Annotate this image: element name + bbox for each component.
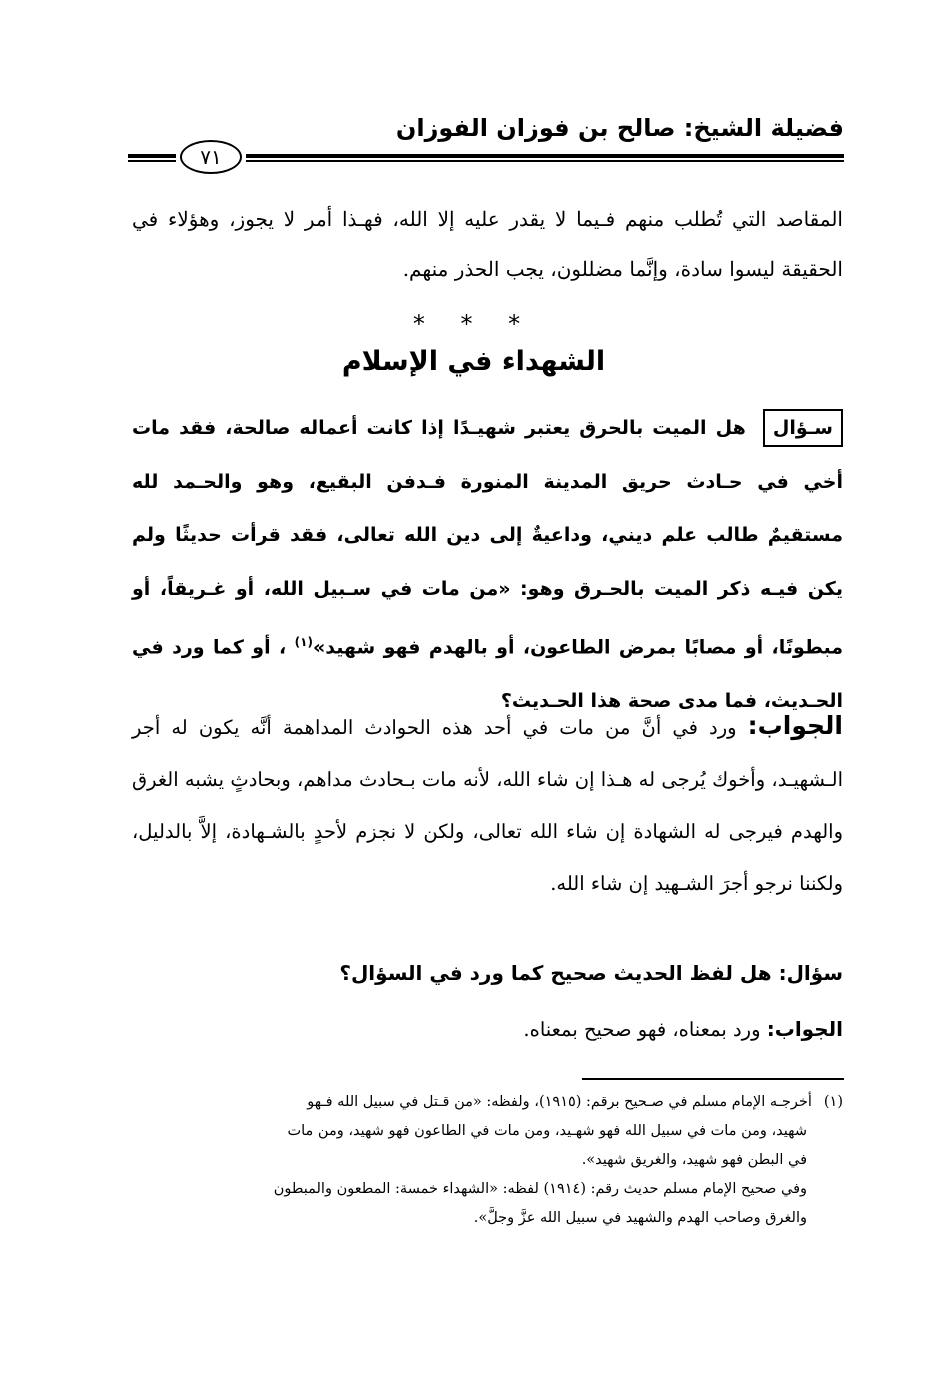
short-answer-text: ورد بمعناه، فهو صحيح بمعناه. (523, 1018, 761, 1041)
question-paragraph (132, 402, 843, 728)
question-text-end: ، أو كما ورد في الحـديث، فما مدى صحة هذا الحـديث؟ (132, 636, 843, 712)
section-separator: * * * (412, 310, 535, 338)
header-rule-right (246, 154, 844, 163)
page-number: ٧١ (180, 140, 242, 174)
footnote-text: أخرجـه الإمام مسلم في صـحيح برقم: (١٩١٥)، ولفظه: «من قـتل في سبيل الله فـهو (307, 1094, 812, 1110)
footnote-reference: (١) (294, 635, 313, 649)
short-answer (523, 1017, 843, 1041)
footnote-line: في البطن فهو شهيد، والغريق شهيد». (581, 1152, 807, 1168)
footnote-line (132, 1088, 843, 1117)
footnote-line: والغرق وصاحب الهدم والشهيد في سبيل الله عزَّ وجلَّ». (473, 1210, 807, 1226)
question-text: هل الميت بالحرق يعتبر شهيـدًا إذا كانت أعماله صالحة، فقد مات أخي في حـادث حريق المدينة المنورة فـدفن البقيع، وهو والحـمد لله مستقيمٌ طالب علم ديني، وداعيةٌ إلى دين الله تعالى، فقد قرأت حديثًا ولم يكن فيـه ذكر الميت بالحـرق وهو: «من مات في سـبيل الله، أو غـريقاً، أو مبطونًا، أو مصابًا بمرض الطاعون، أو بالهدم فهو شهيد» (132, 417, 843, 659)
section-title: الشهداء في الإسلام (341, 346, 606, 377)
short-answer-label: الجواب: (766, 1017, 843, 1041)
answer-text: ورد في أنَّ من مات في أحد هذه الحوادث المداهمة أنَّه يكون له أجر الـشهيـد، وأخوك يُرجى له هـذا إن شاء الله، لأنه مات بـحادث مداهم، وبحادثٍ يشبه الغرق والهدم فيرجى له الشهادة إن شاء الله تعالى، ولكن لا نجزم لأحدٍ بالشـهادة، إلاَّ بالدليل، ولكننا نرجو أجرَ الشـهيد إن شاء الله. (132, 716, 843, 895)
intro-paragraph: المقاصد التي تُطلب منهم فـيما لا يقدر عليه إلا الله، فهـذا أمر لا يجوز، وهؤلاء في الحقيقة ليسوا سادة، وإنَّما مضللون، يجب الحذر منهم. (132, 207, 843, 281)
header-title: فضيلة الشيخ: صالح بن فوزان الفوزان (395, 114, 844, 142)
answer-paragraph (132, 700, 843, 910)
footnote-line: وفي صحيح الإمام مسلم حديث رقم: (١٩١٤) لفظه: «الشهداء خمسة: المطعون والمبطون (273, 1181, 807, 1197)
question-label: سـؤال (763, 409, 843, 447)
answer-label: الجواب: (747, 711, 843, 740)
page-header (128, 100, 844, 180)
footnotes (132, 1088, 843, 1233)
footnote-divider (582, 1078, 844, 1080)
footnote-number: (١) (823, 1094, 843, 1110)
header-rule-left (128, 154, 176, 163)
footnote-line: شهيد، ومن مات في سبيل الله فهو شهـيد، ومن مات في الطاعون فهو شهيد، ومن مات (287, 1123, 807, 1139)
short-question: سؤال: هل لفظ الحديث صحيح كما ورد في السؤال؟ (339, 961, 843, 985)
